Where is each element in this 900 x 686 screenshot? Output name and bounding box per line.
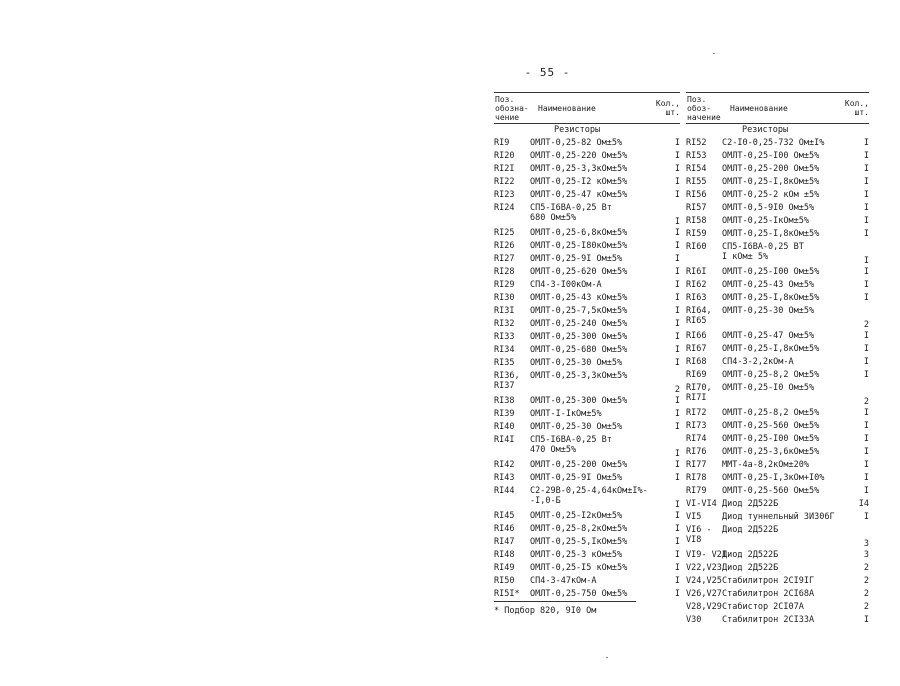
row-quantity: I [674,177,680,187]
row-quantity: I [674,332,680,342]
row-quantity: I [863,434,869,444]
row-quantity: I [674,511,680,521]
row-quantity: I [674,293,680,303]
row-name: ОМЛТ-0,25-30 Ом±5% [530,358,623,368]
section-title: Резисторы [742,125,789,135]
table-row [494,189,680,202]
row-quantity: I [863,408,869,418]
row-quantity: I [863,512,869,522]
row-name: Стабистор 2СI07А [722,602,804,612]
table-header [686,92,869,124]
table-row [494,227,680,240]
row-quantity: I [674,306,680,316]
row-quantity: I [674,537,680,547]
row-position: RI44 [494,486,515,496]
row-position: RI57 [686,203,707,213]
row-name: СП4-3-2,2кОм-А [722,357,794,367]
row-position: RI42 [494,460,515,470]
row-name: ОМЛТ-0,25-3,3кОм±5% [530,164,628,174]
row-quantity: I [674,228,680,238]
row-name: ОМЛТ-0,25-2 кОм ±5% [722,190,820,200]
row-position: VI6 - VI8 [686,525,712,545]
row-name: ОМЛТ-0,25-I,8кОм±5% [722,293,820,303]
page-number: - 55 - [524,66,571,79]
row-quantity: I [674,563,680,573]
table-row [494,240,680,253]
row-name: ОМЛТ-0,25-620 Ом±5% [530,267,628,277]
table-row [494,408,680,421]
row-name: Диод 2Д522Б [722,525,779,535]
row-name: ОМЛТ-0,25-I,8кОм±5% [722,344,820,354]
row-name: С2-29В-0,25-4,64кОм±I%- -I,0-Б [530,486,648,506]
table-row [686,369,869,382]
table-row [494,292,680,305]
row-position: RI60 [686,242,707,252]
row-name: ОМЛТ-0,25-9I Ом±5% [530,254,623,264]
row-name: ОМЛТ-0,25-8,2кОм±5% [530,524,628,534]
row-name: Диод туннельный 3И306Г [722,512,835,522]
row-quantity: I [674,138,680,148]
row-name: ОМЛТ-0,25-240 Ом±5% [530,319,628,329]
row-position: RI72 [686,408,707,418]
table-row [494,485,680,510]
row-position: RI58 [686,216,707,226]
table-row [686,343,869,356]
row-name: ОМЛТ-0,25-I00 Ом±5% [722,434,820,444]
row-quantity: I [863,473,869,483]
row-position: RI23 [494,190,515,200]
row-quantity: I [674,460,680,470]
header-quantity: Кол., шт. [844,99,869,117]
row-quantity: I [674,396,680,406]
table-row [494,459,680,472]
table-row [686,524,869,549]
row-position: V28,V29 [686,602,722,612]
row-name: ОМЛТ-0,25-I,8кОм±5% [722,229,820,239]
row-position: V24,V25 [686,576,722,586]
row-name: ОМЛТ-0,25-5,IкОм±5% [530,537,628,547]
table-row [686,305,869,330]
row-quantity: I [674,217,680,227]
row-quantity: I [863,280,869,290]
row-name: ОМЛТ-0,25-I5 кОм±5% [530,563,628,573]
table-row [686,215,869,228]
table-body [494,137,680,601]
row-quantity: 2 [863,397,869,407]
table-row [686,407,869,420]
row-quantity: I [863,447,869,457]
row-name: ОМЛТ-0,25-I0 Ом±5% [722,383,815,393]
table-row [494,575,680,588]
row-position: RI24 [494,203,515,213]
row-position: RI4I [494,435,515,445]
table-row [686,485,869,498]
row-quantity: I [674,422,680,432]
row-position: RI36, RI37 [494,371,520,391]
row-quantity: I [674,241,680,251]
table-row [686,202,869,215]
row-position: RI70, RI7I [686,383,712,403]
row-name: ОМЛТ-0,25-560 Ом±5% [722,486,820,496]
table-bottom-rule [494,601,636,602]
table-row [686,420,869,433]
row-name: ОМЛТ-0,25-I80кОм±5% [530,241,628,251]
row-position: RI78 [686,473,707,483]
row-name: ММТ-4а-8,2кОм±20% [722,460,809,470]
row-position: RI53 [686,151,707,161]
row-quantity: 2 [863,563,869,573]
row-position: RI59 [686,229,707,239]
row-position: RI66 [686,331,707,341]
row-name: Стабилитрон 2СI68А [722,589,815,599]
row-quantity: I [863,229,869,239]
row-quantity: I [863,267,869,277]
row-name: ОМЛТ-0,25-6,8кОм±5% [530,228,628,238]
table-row [686,189,869,202]
header-name: Наименование [538,103,596,113]
row-name: ОМЛТ-0,25-30 Ом±5% [530,422,623,432]
header-position: Поз. обозна- чение [495,94,529,122]
row-quantity: I [674,254,680,264]
row-position: RI55 [686,177,707,187]
table-row [686,176,869,189]
row-position: RI45 [494,511,515,521]
row-quantity: I [674,151,680,161]
header-quantity: Кол., шт. [655,99,680,117]
row-name: СП4-3-47кОм-А [530,576,597,586]
row-quantity: I [674,267,680,277]
row-name: ОМЛТ-0,25-I2 кОм±5% [530,177,628,187]
row-quantity: I [863,177,869,187]
row-name: ОМЛТ-0,25-7,5кОм±5% [530,306,628,316]
row-quantity: I [863,138,869,148]
table-row [686,459,869,472]
row-quantity: I [674,319,680,329]
row-quantity: I [863,344,869,354]
table-row [494,472,680,485]
row-position: RI39 [494,409,515,419]
row-name: ОМЛТ-0,25-IкОм±5% [722,216,809,226]
row-position: RI64, RI65 [686,306,712,326]
row-name: ОМЛТ-0,25-220 Ом±5% [530,151,628,161]
row-position: RI67 [686,344,707,354]
row-quantity: I [863,331,869,341]
row-position: V30 [686,615,702,625]
table-row [686,137,869,150]
row-name: ОМЛТ-0,25-47 кОм±5% [530,190,628,200]
row-position: RI69 [686,370,707,380]
row-quantity: 3 [863,550,869,560]
row-name: ОМЛТ-0,25-3,3кОм±5% [530,371,628,381]
table-row [494,344,680,357]
row-position: RI33 [494,332,515,342]
row-quantity: I [863,216,869,226]
row-quantity: I [863,370,869,380]
row-name: ОМЛТ-0,25-8,2 Ом±5% [722,408,820,418]
row-quantity: I [863,203,869,213]
row-name: ОМЛТ-0,25-560 Ом±5% [722,421,820,431]
row-name: ОМЛТ-0,25-43 Ом±5% [722,280,815,290]
row-name: ОМЛТ-I-IкОм±5% [530,409,602,419]
row-quantity: 2 [674,385,680,395]
row-name: Стабилитрон 2СI33А [722,615,815,625]
row-quantity: I [674,473,680,483]
table-row [686,279,869,292]
row-quantity: I [863,421,869,431]
table-row [494,202,680,227]
row-quantity: I [863,460,869,470]
row-name: ОМЛТ-0,5-9I0 Ом±5% [722,203,815,213]
row-position: RI5I* [494,589,520,599]
table-row [686,511,869,524]
row-name: Стабилитрон 2СI9IГ [722,576,815,586]
row-name: ОМЛТ-0,25-8,2 Ом±5% [722,370,820,380]
row-position: RI32 [494,319,515,329]
row-position: RI79 [686,486,707,496]
table-row [686,549,869,562]
row-position: RI77 [686,460,707,470]
row-name: Диод 2Д522Б [722,550,779,560]
table-row [494,536,680,549]
row-quantity: I [674,500,680,510]
row-name: ОМЛТ-0,25-300 Ом±5% [530,396,628,406]
table-row [494,370,680,395]
row-position: VI-VI4 [686,499,717,509]
row-position: V22,V23 [686,563,722,573]
row-position: VI5 [686,512,702,522]
table-row [494,253,680,266]
row-quantity: I [674,345,680,355]
table-row [686,163,869,176]
row-position: RI50 [494,576,515,586]
row-name: ОМЛТ-0,25-I,3кОм+I0% [722,473,825,483]
table-row [686,472,869,485]
row-name: Диод 2Д522Б [722,563,779,573]
table-row [686,330,869,343]
row-name: ОМЛТ-0,25-3,6кОм±5% [722,447,820,457]
row-quantity: I [674,190,680,200]
table-row [494,510,680,523]
table-row [686,241,869,266]
table-row [494,150,680,163]
row-name: ОМЛТ-0,25-I00 Ом±5% [722,151,820,161]
row-name: Диод 2Д522Б [722,499,779,509]
table-row [494,137,680,150]
table-row [494,523,680,536]
row-quantity: I [674,576,680,586]
row-quantity: I [674,409,680,419]
table-row [494,176,680,189]
table-body [686,137,869,627]
row-name: ОМЛТ-0,25-3 кОм±5% [530,550,623,560]
table-row [494,266,680,279]
row-position: RI74 [686,434,707,444]
row-position: RI56 [686,190,707,200]
row-quantity: 2 [863,576,869,586]
table-row [494,562,680,575]
row-name: ОМЛТ-0,25-47 Ом±5% [722,331,815,341]
scan-speck [606,657,608,658]
row-position: RI6I [686,267,707,277]
row-name: ОМЛТ-0,25-I00 Ом±5% [722,267,820,277]
table-row [494,331,680,344]
row-position: RI26 [494,241,515,251]
row-quantity: I [863,256,869,266]
row-name: СП5-I6ВА-0,25 ВТ I кОм± 5% [722,242,804,262]
table-row [494,395,680,408]
row-name: ОМЛТ-0,25-200 Ом±5% [530,460,628,470]
row-quantity: I [674,449,680,459]
footnote: * Подбор 820, 9I0 Ом [494,606,597,616]
row-quantity: I [863,615,869,625]
row-quantity: I [674,164,680,174]
row-name: СП5-I6ВА-0,25 Вт 680 Ом±5% [530,203,612,223]
row-name: ОМЛТ-0,25-200 Ом±5% [722,164,820,174]
row-position: RI30 [494,293,515,303]
row-position: RI9 [494,138,510,148]
table-row [494,421,680,434]
row-quantity: I [674,358,680,368]
table-row [494,279,680,292]
table-row [494,588,680,601]
row-position: RI3I [494,306,515,316]
table-row [494,318,680,331]
row-name: ОМЛТ-0,25-30 Ом±5% [722,306,815,316]
row-quantity: I [863,164,869,174]
table-row [686,498,869,511]
row-position: VI9- V2I [686,550,727,560]
left-spec-table [494,92,680,616]
row-position: RI76 [686,447,707,457]
row-quantity: I [674,550,680,560]
row-position: RI73 [686,421,707,431]
table-row [686,356,869,369]
table-row [686,446,869,459]
row-position: RI68 [686,357,707,367]
row-position: RI40 [494,422,515,432]
header-position: Поз. обоз- начение [687,94,721,122]
row-quantity: 2 [863,589,869,599]
row-name: СП5-I6ВА-0,25 Вт 470 Ом±5% [530,435,612,455]
row-name: С2-I0-0,25-732 Ом±I% [722,138,825,148]
row-name: ОМЛТ-0,25-82 Ом±5% [530,138,623,148]
row-quantity: 2 [863,320,869,330]
row-quantity: 3 [863,539,869,549]
row-position: RI48 [494,550,515,560]
table-row [686,601,869,614]
row-position: RI2I [494,164,515,174]
row-quantity: I [674,280,680,290]
row-position: RI28 [494,267,515,277]
row-quantity: I [674,589,680,599]
row-position: RI34 [494,345,515,355]
row-position: RI35 [494,358,515,368]
row-position: RI29 [494,280,515,290]
table-row [686,433,869,446]
table-row [686,588,869,601]
table-row [686,575,869,588]
table-header [494,92,680,124]
row-name: ОМЛТ-0,25-9I Ом±5% [530,473,623,483]
row-position: RI38 [494,396,515,406]
header-name: Наименование [730,103,788,113]
row-position: RI52 [686,138,707,148]
row-name: ОМЛТ-0,25-680 Ом±5% [530,345,628,355]
row-quantity: I [863,486,869,496]
table-row [494,163,680,176]
table-row [686,382,869,407]
row-quantity: I [674,524,680,534]
row-name: ОМЛТ-0,25-750 Ом±5% [530,589,628,599]
table-row [494,434,680,459]
row-name: ОМЛТ-0,25-43 кОм±5% [530,293,628,303]
table-row [686,292,869,305]
row-position: V26,V27 [686,589,722,599]
row-quantity: I [863,357,869,367]
right-spec-table [686,92,869,627]
row-name: ОМЛТ-0,25-I,8кОм±5% [722,177,820,187]
table-row [686,228,869,241]
row-quantity: I4 [858,499,869,509]
table-row [494,305,680,318]
row-position: RI22 [494,177,515,187]
row-position: RI47 [494,537,515,547]
row-position: RI63 [686,293,707,303]
row-quantity: 2 [863,602,869,612]
row-position: RI54 [686,164,707,174]
table-row [686,266,869,279]
row-name: ОМЛТ-0,25-I2кОм±5% [530,511,623,521]
row-position: RI46 [494,524,515,534]
row-quantity: I [863,151,869,161]
table-row [686,150,869,163]
row-position: RI62 [686,280,707,290]
row-name: СП4-3-I00кОм-А [530,280,602,290]
section-title: Резисторы [554,125,601,135]
row-position: RI27 [494,254,515,264]
table-row [686,562,869,575]
row-position: RI25 [494,228,515,238]
row-position: RI20 [494,151,515,161]
table-row [494,549,680,562]
table-row [686,614,869,627]
row-position: RI49 [494,563,515,573]
row-quantity: I [863,293,869,303]
row-quantity: I [863,190,869,200]
table-row [494,357,680,370]
scan-speck [713,53,715,54]
row-name: ОМЛТ-0,25-300 Ом±5% [530,332,628,342]
row-position: RI43 [494,473,515,483]
